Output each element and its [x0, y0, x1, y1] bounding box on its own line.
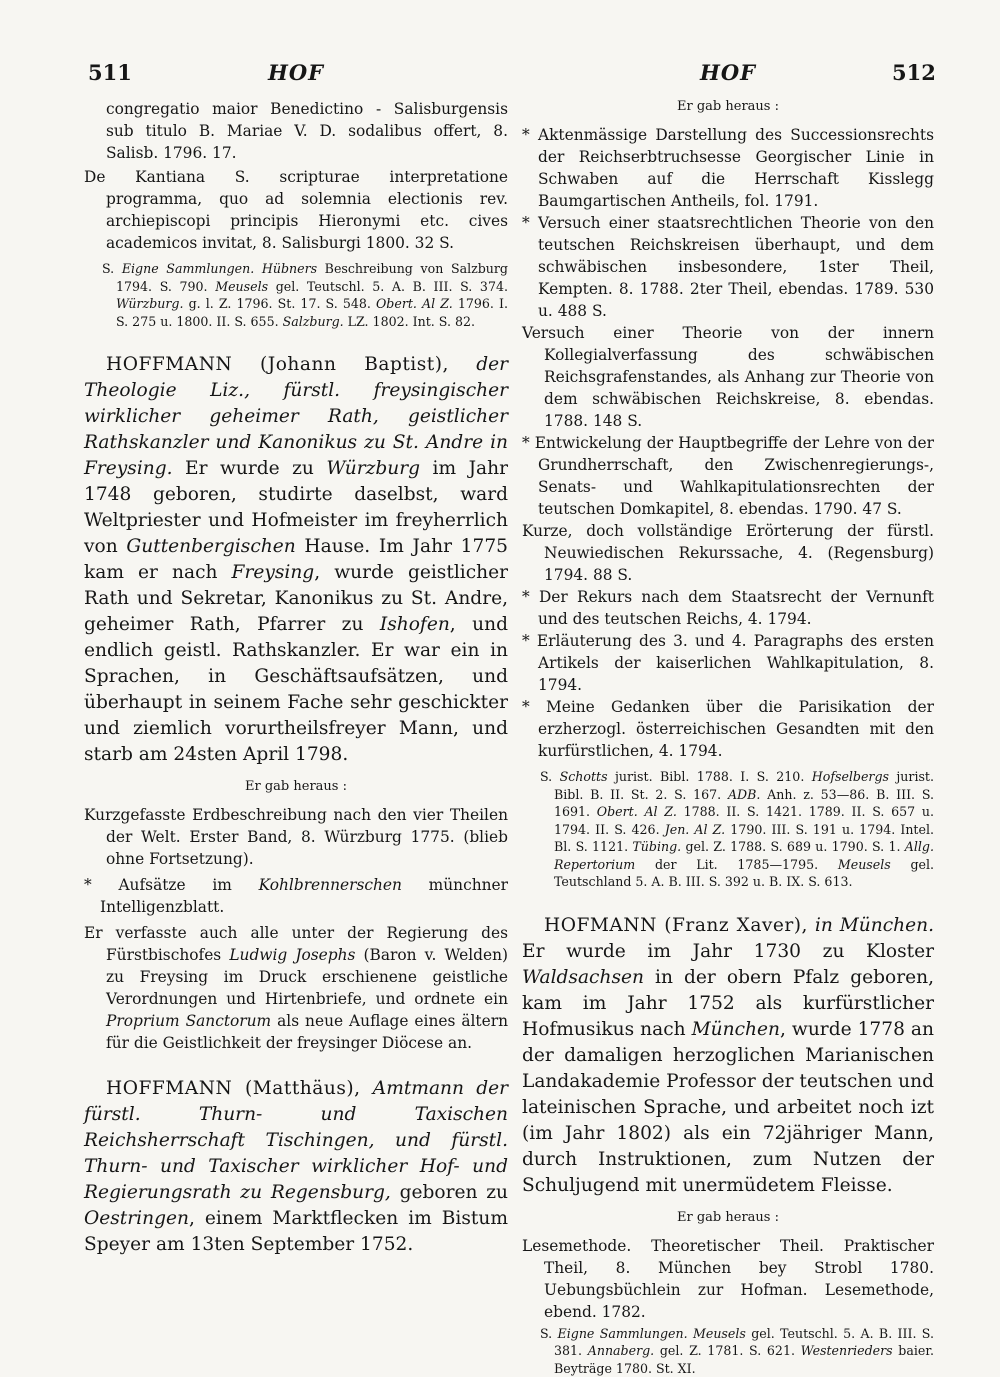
- page-number-right: 512: [892, 60, 936, 85]
- entry-erdbeschreibung: Kurzgefasste Erdbeschreibung nach den vier Theilen der Welt. Erster Band, 8. Würzburg 1775. (blieb ohne Fortsetzung).: [84, 804, 508, 870]
- publication-entry: * Meine Gedanken über die Parisikation der erzherzogl. österreichischen Gesandten mit den kurfürstlichen, 4. 1794.: [522, 696, 934, 762]
- publication-entry: * Versuch einer staatsrechtlichen Theorie von den teutschen Reichskreisen überhaupt, und dem schwäbischen insbesondere, 1ster Theil, Kempten. 8. 1788. 2ter Theil, ebendas. 1789. 530 u. 488 S.: [522, 212, 934, 322]
- sources-block-1: S. Eigne Sammlungen. Hübners Beschreibung von Salzburg 1794. S. 790. Meusels gel. Teutschl. 5. A. B. III. S. 374. Würzburg. g. l. Z. 1796. St. 17. S. 548. Obert. Al Z. 1796. I. S. 275 u. 1800. II. S. 655. Salzburg. LZ. 1802. Int. S. 82.: [84, 260, 508, 330]
- biography-hofmann-franz-xaver: HOFMANN (Franz Xaver), in München. Er wurde im Jahr 1730 zu Kloster Waldsachsen in der obern Pfalz geboren, kam im Jahr 1752 als kurfürstlicher Hofmusikus nach München, wurde 1778 an der damaligen herzoglichen Marianischen Landakademie Professor der teutschen und lateinischen Sprache, und arbeitet noch izt (im Jahr 1802) als ein 72jähriger Mann, durch Instruktionen, zum Nutzen der Schuljugend mit unermüdetem Fleisse.: [522, 913, 934, 1199]
- biography-hoffmann-johann-baptist: HOFFMANN (Johann Baptist), der Theologie Liz., fürstl. freysingischer wirklicher geheimer Rath, geistlicher Rathskanzler und Kanonikus zu St. Andre in Freysing. Er wurde zu Würzburg im Jahr 1748 geboren, studirte daselbst, ward Weltpriester und Hofmeister im freyherrlich von Guttenbergischen Hause. Im Jahr 1775 kam er nach Freysing, wurde geistlicher Rath und Sekretar, Kanonikus zu St. Andre, geheimer Rath, Pfarrer zu Ishofen, und endlich geistl. Rathskanzler. Er war ein in Sprachen, in Geschäftsaufsätzen, und überhaupt in seinem Fache sehr geschickter und ziemlich vorurtheilsfreyer Mann, und starb am 24sten April 1798.: [84, 352, 508, 768]
- right-column: [522, 98, 934, 1377]
- publication-entry: * Aktenmässige Darstellung des Successionsrechts der Reichserbtruchsesse Georgischer Linie in Schwaben auf die Herrschaft Kisslegg Baumgartischen Antheils, fol. 1791.: [522, 124, 934, 212]
- kantiana-entry: De Kantiana S. scripturae interpretatione programma, quo ad solemnia electionis rev. archiepiscopi principis Hieronymi etc. cives academicos invitat, 8. Salisburgi 1800. 32 S.: [84, 166, 508, 254]
- publication-entry: * Entwickelung der Hauptbegriffe der Lehre von der Grundherrschaft, den Zwischenregierungs-, Senats- und Wahlkapitulationsrechten der teutschen Domkapitel, 8. ebendas. 1790. 47 S.: [522, 432, 934, 520]
- publication-list: [522, 124, 934, 762]
- left-column: [84, 98, 508, 1258]
- er-gab-heraus-heading-top: Er gab heraus :: [522, 98, 934, 116]
- biography-hoffmann-matthaeus: HOFFMANN (Matthäus), Amtmann der fürstl. Thurn- und Taxischen Reichsherrschaft Tischingen, und fürstl. Thurn- und Taxischer wirklicher Hof- und Regierungsrath zu Regensburg, geboren zu Oestringen, einem Marktflecken im Bistum Speyer am 13ten September 1752.: [84, 1076, 508, 1258]
- publication-entry: * Erläuterung des 3. und 4. Paragraphs des ersten Artikels der kaiserlichen Wahlkapitulation, 8. 1794.: [522, 630, 934, 696]
- publication-entry: Versuch einer Theorie von der innern Kollegialverfassung des schwäbischen Reichsgrafenstandes, als Anhang zur Theorie von dem schwäbischen Reichskreise, 8. ebendas. 1788. 148 S.: [522, 322, 934, 432]
- running-title-left: HOF: [268, 60, 324, 85]
- page-number-left: 511: [88, 60, 132, 85]
- running-title-right: HOF: [700, 60, 756, 85]
- publication-entry: * Der Rekurs nach dem Staatsrecht der Vernunft und des teutschen Reichs, 4. 1794.: [522, 586, 934, 630]
- entry-verordnungen: Er verfasste auch alle unter der Regierung des Fürstbischofes Ludwig Josephs (Baron v. Welden) zu Freysing im Druck erschienene geistliche Verordnungen und Hirtenbriefe, und ordnete ein Proprium Sanctorum als neue Auflage eines ältern für die Geistlichkeit der freysinger Diöcese an.: [84, 922, 508, 1054]
- continued-entry: congregatio maior Benedictino - Salisburgensis sub titulo B. Mariae V. D. sodalibus offert, 8. Salisb. 1796. 17.: [84, 98, 508, 164]
- er-gab-heraus-heading: Er gab heraus :: [84, 778, 508, 796]
- sources-block-3: S. Eigne Sammlungen. Meusels gel. Teutschl. 5. A. B. III. S. 381. Annaberg. gel. Z. 1781. S. 621. Westenrieders baier. Beyträge 1780. St. XI.: [522, 1325, 934, 1377]
- publication-entry: Kurze, doch vollständige Erörterung der fürstl. Neuwiedischen Rekurssache, 4. (Regensburg) 1794. 88 S.: [522, 520, 934, 586]
- entry-lesemethode: Lesemethode. Theoretischer Theil. Praktischer Theil, 8. München bey Strobl 1780. Uebungsbüchlein zur Hofman. Lesemethode, ebend. 1782.: [522, 1235, 934, 1323]
- entry-aufsaetze: * Aufsätze im Kohlbrennerschen münchner Intelligenzblatt.: [84, 874, 508, 918]
- er-gab-heraus-heading-bottom: Er gab heraus :: [522, 1209, 934, 1227]
- sources-block-2: S. Schotts jurist. Bibl. 1788. I. S. 210. Hofselbergs jurist. Bibl. B. II. St. 2. S. 167. ADB. Anh. z. 53—86. B. III. S. 1691. Obert. Al Z. 1788. II. S. 1421. 1789. II. S. 657 u. 1794. II. S. 426. Jen. Al Z. 1790. III. S. 191 u. 1794. Intel. Bl. S. 1121. Tübing. gel. Z. 1788. S. 689 u. 1790. S. 1. Allg. Repertorium der Lit. 1785—1795. Meusels gel. Teutschland 5. A. B. III. S. 392 u. B. IX. S. 613.: [522, 768, 934, 891]
